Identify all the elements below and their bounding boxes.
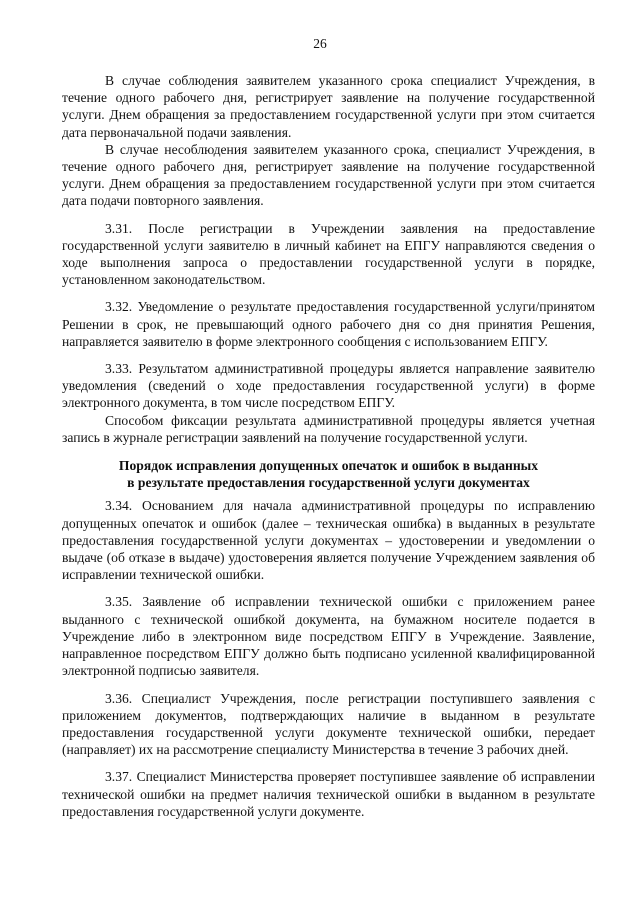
page-number: 26 <box>313 36 327 51</box>
paragraph-3-34: 3.34. Основанием для начала административной процедуры по исправлению допущенных опечаток и ошибок (далее – техническая ошибка) в выданных в результате предоставления государственной услуги документах – удостоверении и уведомлении о выдаче (об отказе в выдаче) удостоверения является получение Учреждением заявления об исправлении технической ошибки. <box>62 498 595 583</box>
paragraph-3-32: 3.32. Уведомление о результате предоставления государственной услуги/принятом Решении в срок, не превышающий одного рабочего дня со дня принятия Решения, направляется заявителю в форме электронного сообщения с использованием ЕПГУ. <box>62 299 595 349</box>
paragraph-3-37: 3.37. Специалист Министерства проверяет поступившее заявление об исправлении технической ошибки на предмет наличия технической ошибки в выданном в результате предоставления государственной услуги документе. <box>62 769 595 819</box>
paragraph-3-33: 3.33. Результатом административной процедуры является направление заявителю уведомления (сведений о ходе предоставления государственной услуги) в форме электронного документа, в том числе посредством ЕПГУ. <box>62 361 595 411</box>
section-heading-line-1: Порядок исправления допущенных опечаток и ошибок в выданных <box>118 458 539 474</box>
paragraph-deadline-met: В случае соблюдения заявителем указанного срока специалист Учреждения, в течение одного рабочего дня, регистрирует заявление на получение государственной услуги. Днем обращения за предоставлением государственной услуги при этом считается дата первоначальной подачи заявления. <box>62 73 595 140</box>
paragraph-3-31: 3.31. После регистрации в Учреждении заявления на предоставление государственной услуги заявителю в личный кабинет на ЕПГУ направляются сведения о ходе выполнения запроса о предоставлении государственной услуги в порядке, установленном законодательством. <box>62 220 595 288</box>
section-heading <box>62 457 595 491</box>
paragraph-deadline-missed: В случае несоблюдения заявителем указанного срока, специалист Учреждения, в течение одного рабочего дня, регистрирует заявление на получение государственной услуги. Днем обращения за предоставлением государственной услуги при этом считается дата подачи повторного заявления. <box>62 141 595 209</box>
paragraph-3-35: 3.35. Заявление об исправлении технической ошибки с приложением ранее выданного с технической ошибкой документа, на бумажном носителе подается в Учреждение либо в электронном виде посредством ЕПГУ в Учреждение. Заявление, направленное посредством ЕПГУ должно быть подписано усиленной квалифицированной электронной подписью заявителя. <box>62 594 595 679</box>
section-heading-line-2: в результате предоставления государственной услуги документах <box>127 475 530 491</box>
paragraph-3-36: 3.36. Специалист Учреждения, после регистрации поступившего заявления с приложением документов, подтверждающих наличие в выданном в результате предоставления государственной услуги документе технической ошибки, передает (направляет) их на рассмотрение специалисту Министерства в течение 3 рабочих дней. <box>62 690 595 758</box>
paragraph-fixation-method: Способом фиксации результата административной процедуры является учетная запись в журнале регистрации заявлений на получение государственной услуги. <box>62 412 595 445</box>
document-body <box>62 72 595 820</box>
